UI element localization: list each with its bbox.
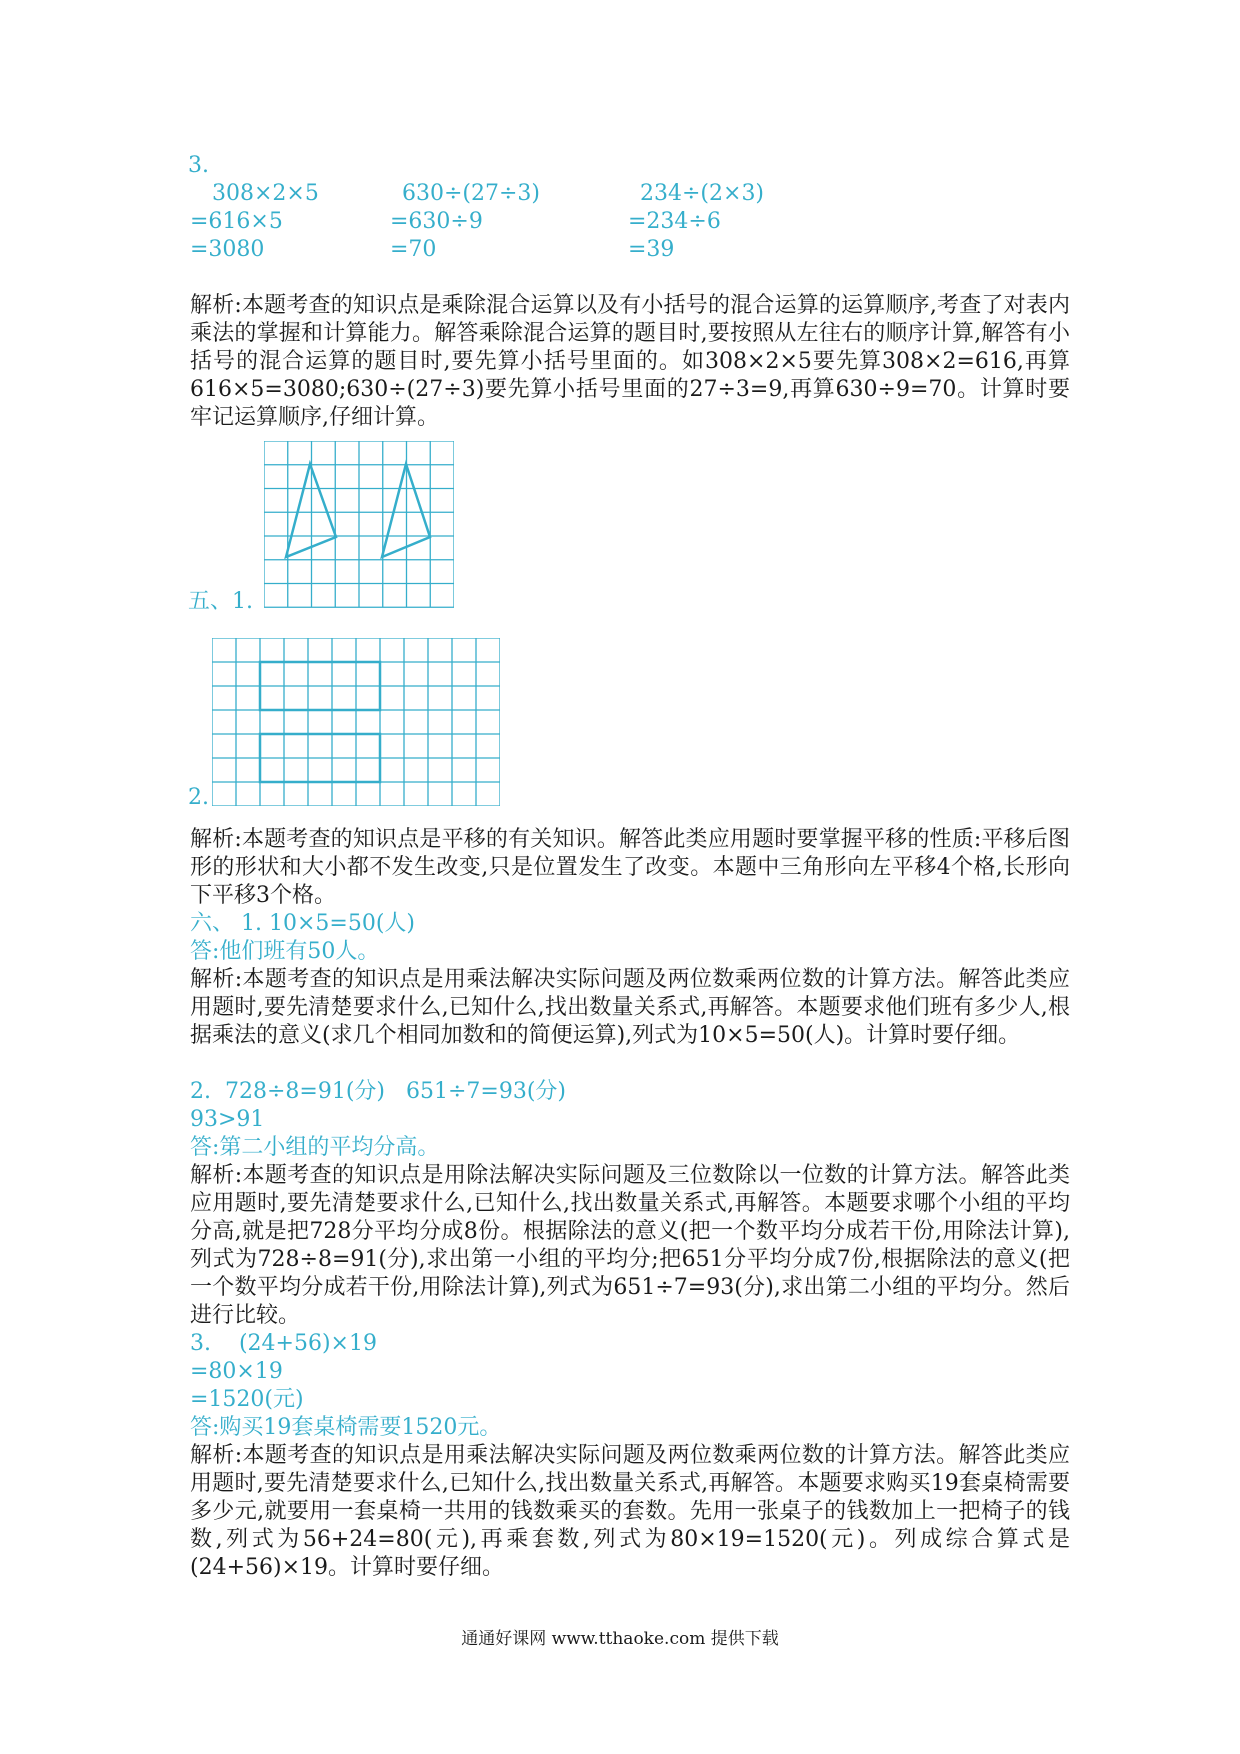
calc-3-line2: =234÷6 [628, 209, 721, 234]
rectangle-translation-figure [212, 638, 500, 806]
q3-label: 3. [188, 153, 209, 178]
calc-2-line3: =70 [390, 237, 437, 262]
calc-3-line1: 234÷(2×3) [640, 181, 765, 206]
sec6-q2-answer: 答:第二小组的平均分高。 [190, 1135, 440, 1160]
calc-2-line1: 630÷(27÷3) [402, 181, 541, 206]
sec5-label: 五、1. [188, 589, 253, 614]
sec6-q3-answer: 答:购买19套桌椅需要1520元。 [190, 1415, 502, 1440]
sec6-q3-line3: =1520(元) [190, 1387, 304, 1412]
sec6-q3-line2: =80×19 [190, 1359, 283, 1384]
footer-source: 通通好课网 www.tthaoke.com 提供下载 [461, 1629, 779, 1649]
calc-1-line3: =3080 [190, 237, 265, 262]
analysis-desk-chair: 解析:本题考查的知识点是用乘法解决实际问题及两位数乘两位数的计算方法。解答此类应用题时,要先清楚要求什么,已知什么,找出数量关系式,再解答。本题要求购买19套桌椅需要多少元,就要用一套桌椅一共用的钱数乘买的套数。先用一张桌子的钱数加上一把椅子的钱数,列式为56+24=80(元),再乘套数,列式为80×19=1520(元)。列成综合算式是(24+56)×19。计算时要仔细。 [190, 1443, 1070, 1580]
analysis-order-of-operations: 解析:本题考查的知识点是乘除混合运算以及有小括号的混合运算的运算顺序,考查了对表内乘法的掌握和计算能力。解答乘除混合运算的题目时,要按照从左往右的顺序计算,解答有小括号的混合运算的题目时,要先算小括号里面的。如308×2×5要先算308×2=616,再算616×5=3080;630÷(27÷3)要先算小括号里面的27÷3=9,再算630÷9=70。计算时要牢记运算顺序,仔细计算。 [190, 293, 1070, 430]
sec6-q1-calc: 六、 1. 10×5=50(人) [190, 911, 415, 936]
sec6-q2-compare: 93>91 [190, 1107, 265, 1132]
calc-1-line1: 308×2×5 [212, 181, 319, 206]
sec6-q2-calc: 2. 728÷8=91(分) 651÷7=93(分) [190, 1079, 566, 1104]
sec6-q1-answer: 答:他们班有50人。 [190, 939, 380, 964]
analysis-division: 解析:本题考查的知识点是用除法解决实际问题及三位数除以一位数的计算方法。解答此类应用题时,要先清楚要求什么,已知什么,找出数量关系式,再解答。本题要求哪个小组的平均分高,就是把728分平均分成8份。根据除法的意义(把一个数平均分成若干份,用除法计算),列式为728÷8=91(分),求出第一小组的平均分;把651分平均分成7份,根据除法的意义(把一个数平均分成若干份,用除法计算),列式为651÷7=93(分),求出第二小组的平均分。然后进行比较。 [190, 1163, 1070, 1328]
calc-3-line3: =39 [628, 237, 675, 262]
analysis-translation: 解析:本题考查的知识点是平移的有关知识。解答此类应用题时要掌握平移的性质:平移后图形的形状和大小都不发生改变,只是位置发生了改变。本题中三角形向左平移4个格,长形向下平移3个格。 [190, 827, 1070, 908]
triangle-translation-figure [264, 441, 454, 608]
calc-2-line2: =630÷9 [390, 209, 483, 234]
sec6-q3-line1: 3. (24+56)×19 [190, 1331, 377, 1356]
fig2-label: 2. [188, 785, 209, 810]
calc-1-line2: =616×5 [190, 209, 283, 234]
analysis-multiplication: 解析:本题考查的知识点是用乘法解决实际问题及两位数乘两位数的计算方法。解答此类应用题时,要先清楚要求什么,已知什么,找出数量关系式,再解答。本题要求他们班有多少人,根据乘法的意义(求几个相同加数和的简便运算),列式为10×5=50(人)。计算时要仔细。 [190, 967, 1070, 1048]
